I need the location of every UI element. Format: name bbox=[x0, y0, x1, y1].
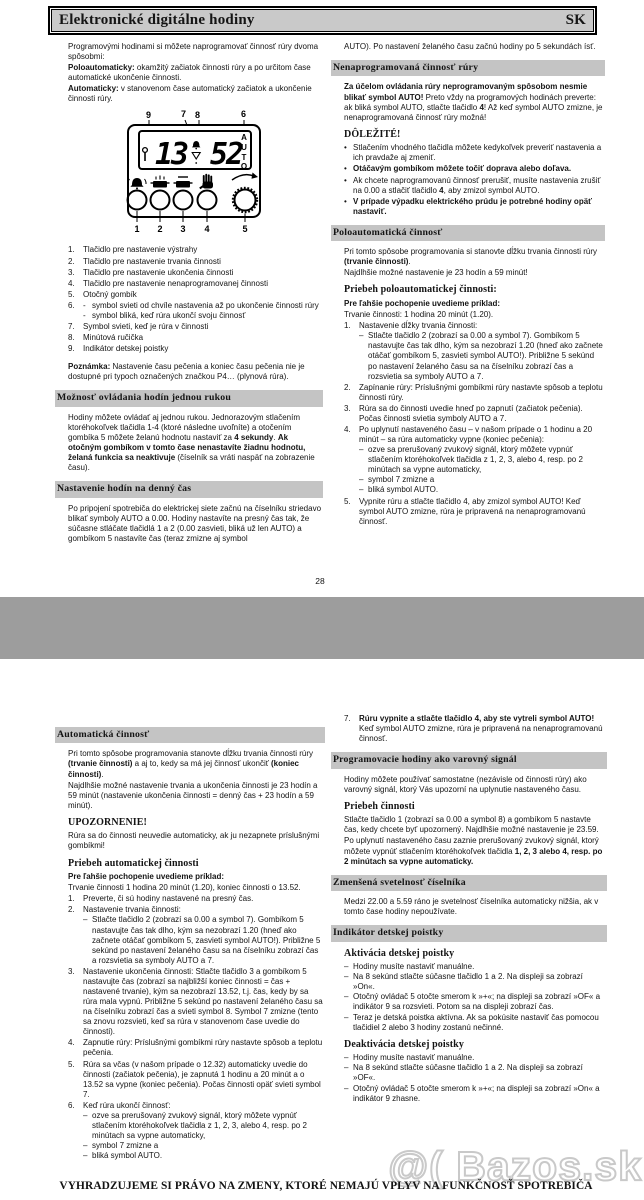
deactivation-item: – Otočný ovládač 5 otočte smerom k »+«; na displeji sa zobrazí »On« a indikátor 9 zhasne. bbox=[344, 1083, 600, 1103]
section-header-one-hand: Možnosť ovládania hodín jednou rukou bbox=[55, 390, 323, 406]
warning-paragraph: Rúra sa do činnosti neuvedie automaticky, ak ju nezapnete príslušnými gombíkmi! bbox=[68, 831, 320, 851]
display-minutes: 52 bbox=[209, 137, 243, 173]
step-item: 4. Po uplynutí nastaveného času – v našom prípade o 1 hodinu a 20 minút – sa rúra automaticky vypne (koniec pečenia): – ozve sa prerušovaný zvukový signál, ktorý môžete vypnúť stlačením ktoréhokoľvek tlačidla z 1, 2, 3, alebo 4, resp. po 2 minútach sa vypne automaticky, – symbol 7 zmizne a – bliká symbol AUTO. bbox=[344, 424, 593, 495]
example-duration: Trvanie činnosti: 1 hodina 20 minút (1.20). bbox=[344, 310, 494, 320]
legend-item: 5. Otočný gombík bbox=[68, 289, 137, 299]
page1-title-bar bbox=[51, 9, 594, 32]
example-lead: Pre ľahšie pochopenie uvedieme príklad: bbox=[68, 872, 225, 882]
page2-right-column bbox=[331, 714, 607, 1104]
activation-item: – Na 8 sekúnd stlačte súčasne tlačidlo 1 a 2. Na displeji sa zobrazí »On«. bbox=[344, 972, 583, 992]
page-title: Elektronické digitálne hodiny bbox=[59, 12, 255, 28]
warning-heading: UPOZORNENIE! bbox=[68, 816, 147, 828]
deactivation-item: – Hodiny musíte nastaviť manuálne. bbox=[344, 1053, 475, 1063]
step-item: 5. Vypnite rúru a stlačte tlačidlo 4, aby zmizol symbol AUTO! Keď symbol AUTO zmizne, rúra je pripravená na nenaprogramovanú činnosť. bbox=[344, 496, 586, 526]
example-duration: Trvanie činnosti 1 hodina 20 minút (1.20), koniec činnosti o 13.52. bbox=[68, 883, 301, 893]
figure-label-6: 6 bbox=[241, 109, 247, 120]
scan-gap-band bbox=[0, 597, 644, 659]
figure-label-5: 5 bbox=[242, 224, 248, 235]
figure-label-3: 3 bbox=[180, 224, 186, 235]
deactivation-item: – Na 8 sekúnd stlačte súčasne tlačidlo 1 a 2. Na displeji sa zobrazí »OF«. bbox=[344, 1063, 583, 1083]
semiauto-paragraph: Najdlhšie možné nastavenie je 23 hodín a 59 minút! bbox=[344, 268, 528, 278]
step-item: 4. Zapnutie rúry: Príslušnými gombíkmi rúry nastavte spôsob a teplotu pečenia. bbox=[68, 1038, 323, 1058]
automatic-paragraph: Najdlhšie možné nastavenie trvania a ukončenia činnosti je 23 hodín a 59 minút (nastavenie ukončenia činnosti = denný čas + 23 hodín a 59 minút). bbox=[68, 780, 318, 810]
clock-figure bbox=[55, 107, 323, 240]
section-header-semiauto: Poloautomatická činnosť bbox=[331, 225, 605, 241]
step-item: 5. Rúra sa včas (v našom prípade o 12.32) automaticky uvedie do činnosti (začiatok pečenia), je zapnutá 1 hodinu a 20 minút a o 13.52 sa vypne (koniec pečenia). Počas činnosti opäť svieti symbol 7. bbox=[68, 1059, 321, 1099]
section-header-dimming: Zmenšená svetelnosť číselníka bbox=[331, 875, 607, 891]
page2-left-column bbox=[55, 727, 325, 1162]
alarm-process-heading: Priebeh činnosti bbox=[344, 800, 415, 812]
page1-right-column bbox=[331, 42, 605, 528]
important-heading: DÔLEŽITÉ! bbox=[344, 128, 401, 140]
important-bullet: • V prípade výpadku elektrického prúdu je potrebné hodiny opäť nastaviť. bbox=[344, 196, 592, 216]
figure-label-1: 1 bbox=[134, 224, 140, 235]
step-item: 2. Zapínanie rúry: Príslušnými gombíkmi rúry nastavte spôsob a teplotu činnosti rúry. bbox=[344, 382, 603, 402]
page1-title-frame bbox=[48, 6, 597, 35]
step-item: 3. Nastavenie ukončenia činnosti: Stlačte tlačidlo 3 a gombíkom 5 nastavujte čas (zobrazí sa najbližší koniec činnosti = čas + nastavené trvanie), kým sa nezobrazí 13.52, t.j. čas, kedy by sa rúra mala vypnú. Približne 5 sekúnd po nastavení želaného času sa na číselníku zobrazí čas a svieti symbol 8. Symbol 7 zmizne (tento sa znovu rozsvieti, keď sa rúra v stanovenom čase uvedie do činnosti). bbox=[68, 966, 323, 1037]
legend-item: 6. - symbol svieti od chvíle nastavenia až po ukončenie činnosti rúry - symbol bliká, keď rúra ukončí svoju činnosť bbox=[68, 300, 319, 320]
intro-paragraph: Poloautomaticky: okamžitý začiatok činnosti rúry a po určitom čase automatické ukončenie činnosti. bbox=[68, 63, 311, 83]
intro-paragraph: Automaticky: v stanovenom čase automatický začiatok a ukončenie činnosti rúry. bbox=[68, 84, 312, 104]
unprogrammed-paragraph: Za účelom ovládania rúry neprogramovaným spôsobom nesmie blikať symbol AUTO! Preto vždy na programových hodinách preverte: ak bliká symbol AUTO, stlačte tlačidlo 4! Až keď symbol AUTO zmizne, je nenaprogramovaná činnosť rúry možná! bbox=[344, 82, 603, 122]
continuation-paragraph: AUTO). Po nastavení želaného času začnú hodiny po 5 sekundách ísť. bbox=[344, 42, 596, 51]
figure-legend bbox=[68, 245, 322, 354]
step-item: 1. Nastavenie dĺžky trvania činnosti: – Stlačte tlačidlo 2 (zobrazí sa 0.00 a symbol 7). Gombíkom 5 nastavujte čas tak dlho, kým sa nezobrazí 1.20 (hneď ako začnete otáčať gombíkom 5, zasvieti symbol AUTO!). Približne 5 sekúnd po nastavení želaného času sa na číselníku zobrazí čas a rozsvietia sa symboly AUTO a 7. bbox=[344, 321, 603, 381]
legend-item: 4. Tlačidlo pre nastavenie nenaprogramovanej činnosti bbox=[68, 278, 268, 288]
section-header-automatic: Automatická činnosť bbox=[55, 727, 325, 743]
svg-text:U: U bbox=[241, 143, 247, 153]
important-bullet: • Otáčavým gombíkom môžete točiť doprava alebo doľava. bbox=[344, 164, 572, 174]
figure-label-9: 9 bbox=[146, 110, 152, 121]
alarm-signal-paragraph: Po uplynutí nastaveného času zaznie prerušovaný zvukový signál, ktorý môžete vypnúť stlačením ktoréhokoľvek tlačidla 1, 2, 3 alebo 4, resp. po 2 minútach sa vypne automaticky. bbox=[344, 836, 603, 866]
svg-text:T: T bbox=[241, 153, 247, 163]
activation-heading: Aktivácia detskej poistky bbox=[344, 947, 455, 959]
activation-item: – Hodiny musíte nastaviť manuálne. bbox=[344, 962, 475, 972]
semiauto-process-heading: Priebeh poloautomatickej činnosti: bbox=[344, 284, 497, 296]
automatic-paragraph: Pri tomto spôsobe programovania stanovte dĺžku trvania činnosti rúry (trvanie činnosti) a aj to, kedy sa má jej činnosť ukončiť (koniec činnosti). bbox=[68, 749, 314, 779]
example-lead: Pre ľahšie pochopenie uvedieme príklad: bbox=[344, 299, 501, 309]
step-item: 3. Rúra sa do činnosti uvedie hneď po zapnutí (začiatok pečenia). Počas činnosti svietia symboly AUTO a 7. bbox=[344, 403, 583, 423]
step-item: 1. Preverte, či sú hodiny nastavené na presný čas. bbox=[68, 894, 254, 904]
legend-item: 2. Tlačidlo pre nastavenie trvania činnosti bbox=[68, 256, 221, 266]
page-number: 28 bbox=[315, 576, 325, 586]
language-code: SK bbox=[565, 12, 586, 28]
step-item: 7. Rúru vypnite a stlačte tlačidlo 4, aby ste vytreli symbol AUTO! Keď symbol AUTO zmizne, rúra je pripravená na nenaprogramovanú činnosť. bbox=[344, 714, 603, 744]
figure-label-8: 8 bbox=[195, 110, 201, 121]
alarm-paragraph: Hodiny môžete používať samostatne (nezávisle od činnosti rúry) ako varovný signál, ktorý Vás upozorní na uplynutie nastaveného času. bbox=[344, 774, 587, 794]
day-time-paragraph: Po pripojení spotrebiča do elektrickej siete začnú na číselníku striedavo blikať symboly AUTO a 0.00. Hodiny nastavíte na presný čas tak, že súčasne stláčate tlačidlá 1 a 2 (0.00 zasvieti, bliká už len AUTO) a gombíkom 5 nastavíte čas (teraz zmizne aj symbol bbox=[68, 503, 322, 543]
section-header-day-time: Nastavenie hodín na denný čas bbox=[55, 481, 323, 497]
figure-label-4: 4 bbox=[204, 224, 210, 235]
section-header-unprogrammed: Nenaprogramovaná činnosť rúry bbox=[331, 60, 605, 76]
note-paragraph: Poznámka: Nastavenie času pečenia a koniec času pečenia nie je dostupné pri typoch označených značkou P4… (plynová rúra). bbox=[68, 362, 305, 382]
display-hours: 13 bbox=[154, 137, 188, 173]
page1-left-column bbox=[55, 42, 323, 545]
step-item: 2. Nastavenie trvania činnosti: – Stlačte tlačidlo 2 (zobrazí sa 0.00 a symbol 7). Gombíkom 5 nastavujte čas tak dlho, kým sa nezobrazí 1.20 (hneď ako začnete otáčať gombíkom 5, zasvieti symbol AUTO!). Približne 5 sekúnd po nastavení želaného času sa na číselníku zobrazí čas a rozsvietia sa symboly AUTO a 7. bbox=[68, 905, 321, 965]
svg-text:A: A bbox=[241, 133, 247, 143]
alarm-step-paragraph: Stlačte tlačidlo 1 (zobrazí sa 0.00 a symbol 8) a gombíkom 5 nastavte čas, kedy chcete byť upozornený. Najdlhšie možné nastavenie je 23.59. bbox=[344, 815, 599, 835]
legend-item: 9. Indikátor detskej poistky bbox=[68, 344, 169, 354]
deactivation-heading: Deaktivácia detskej poistky bbox=[344, 1038, 464, 1050]
one-hand-paragraph: Hodiny môžete ovládať aj jednou rukou. Jednorazovým stlačením ktoréhokoľvek tlačidla 1-4 (ktoré následne uvoľníte) a otočením gombíka 5 môžete želanú hodnotu nastaviť za 4 sekundy. Ak otočným gombíkom v tomto čase nenastavíte žiadnu hodnotu, želaná funkcia sa neaktivuje (číselník sa vráti naspäť na zobrazenie času). bbox=[68, 412, 315, 473]
figure-label-2: 2 bbox=[157, 224, 163, 235]
auto-process-heading: Priebeh automatickej činnosti bbox=[68, 857, 199, 869]
section-header-alarm-clock: Programovacie hodiny ako varovný signál bbox=[331, 752, 607, 768]
dimming-paragraph: Medzi 22.00 a 5.59 ráno je svetelnosť číselníka automaticky nižšia, ak v tomto čase hodiny nepoužívate. bbox=[344, 897, 599, 917]
legend-item: 8. Minútová ručička bbox=[68, 333, 144, 343]
step-item: 6. Keď rúra ukončí činnosť: – ozve sa prerušovaný zvukový signál, ktorý môžete vypnúť stlačením ktoréhokoľvek tlačidla z 1, 2, 3, alebo 4, resp. po 2 minútach sa vypne automaticky, – symbol 7 zmizne a – bliká symbol AUTO. bbox=[68, 1100, 307, 1161]
section-header-child-lock: Indikátor detskej poistky bbox=[331, 925, 607, 941]
footer-disclaimer: VYHRADZUJEME SI PRÁVO NA ZMENY, KTORÉ NEMAJÚ VPLYV NA FUNKČNOSŤ SPOTREBIČA bbox=[59, 1180, 593, 1192]
important-bullet: • Stlačením vhodného tlačidla môžete kedykoľvek preveriť nastavenia a ich pravdaže aj zmeniť. bbox=[344, 143, 602, 163]
legend-item: 3. Tlačidlo pre nastavenie ukončenia činnosti bbox=[68, 267, 234, 277]
important-bullet: • Ak chcete naprogramovanú činnosť prerušiť, musíte nastavenia zrušiť na 0.00 a stlačiť tlačidlo 4, aby zmizol symbol AUTO. bbox=[344, 175, 601, 195]
activation-item: – Teraz je detská poistka aktívna. Ak sa pokúsite nastaviť čas pomocou tlačidiel 2 alebo 3 hodiny zostanú nečinné. bbox=[344, 1012, 599, 1032]
figure-label-7: 7 bbox=[181, 109, 187, 120]
activation-item: – Otočný ovládač 5 otočte smerom k »+«; na displeji sa zobrazí »OF« a indikátor 9 sa rozsvieti. Potom sa na displeji zobrazí čas. bbox=[344, 992, 601, 1012]
legend-item: 1. Tlačidlo pre nastavenie výstrahy bbox=[68, 245, 198, 255]
semiauto-paragraph: Pri tomto spôsobe programovania si stanovte dĺžku trvania činnosti rúry (trvanie činnosti). bbox=[344, 247, 598, 267]
bazos-watermark: @( Bazos.sk bbox=[388, 1143, 642, 1189]
clock-panel-diagram bbox=[85, 107, 305, 239]
svg-text:O: O bbox=[240, 162, 248, 172]
legend-item: 7. Symbol svieti, keď je rúra v činnosti bbox=[68, 322, 209, 332]
intro-paragraph: Programovými hodinami si môžete naprogramovať činnosť rúry dvoma spôsobmi: bbox=[68, 42, 319, 62]
